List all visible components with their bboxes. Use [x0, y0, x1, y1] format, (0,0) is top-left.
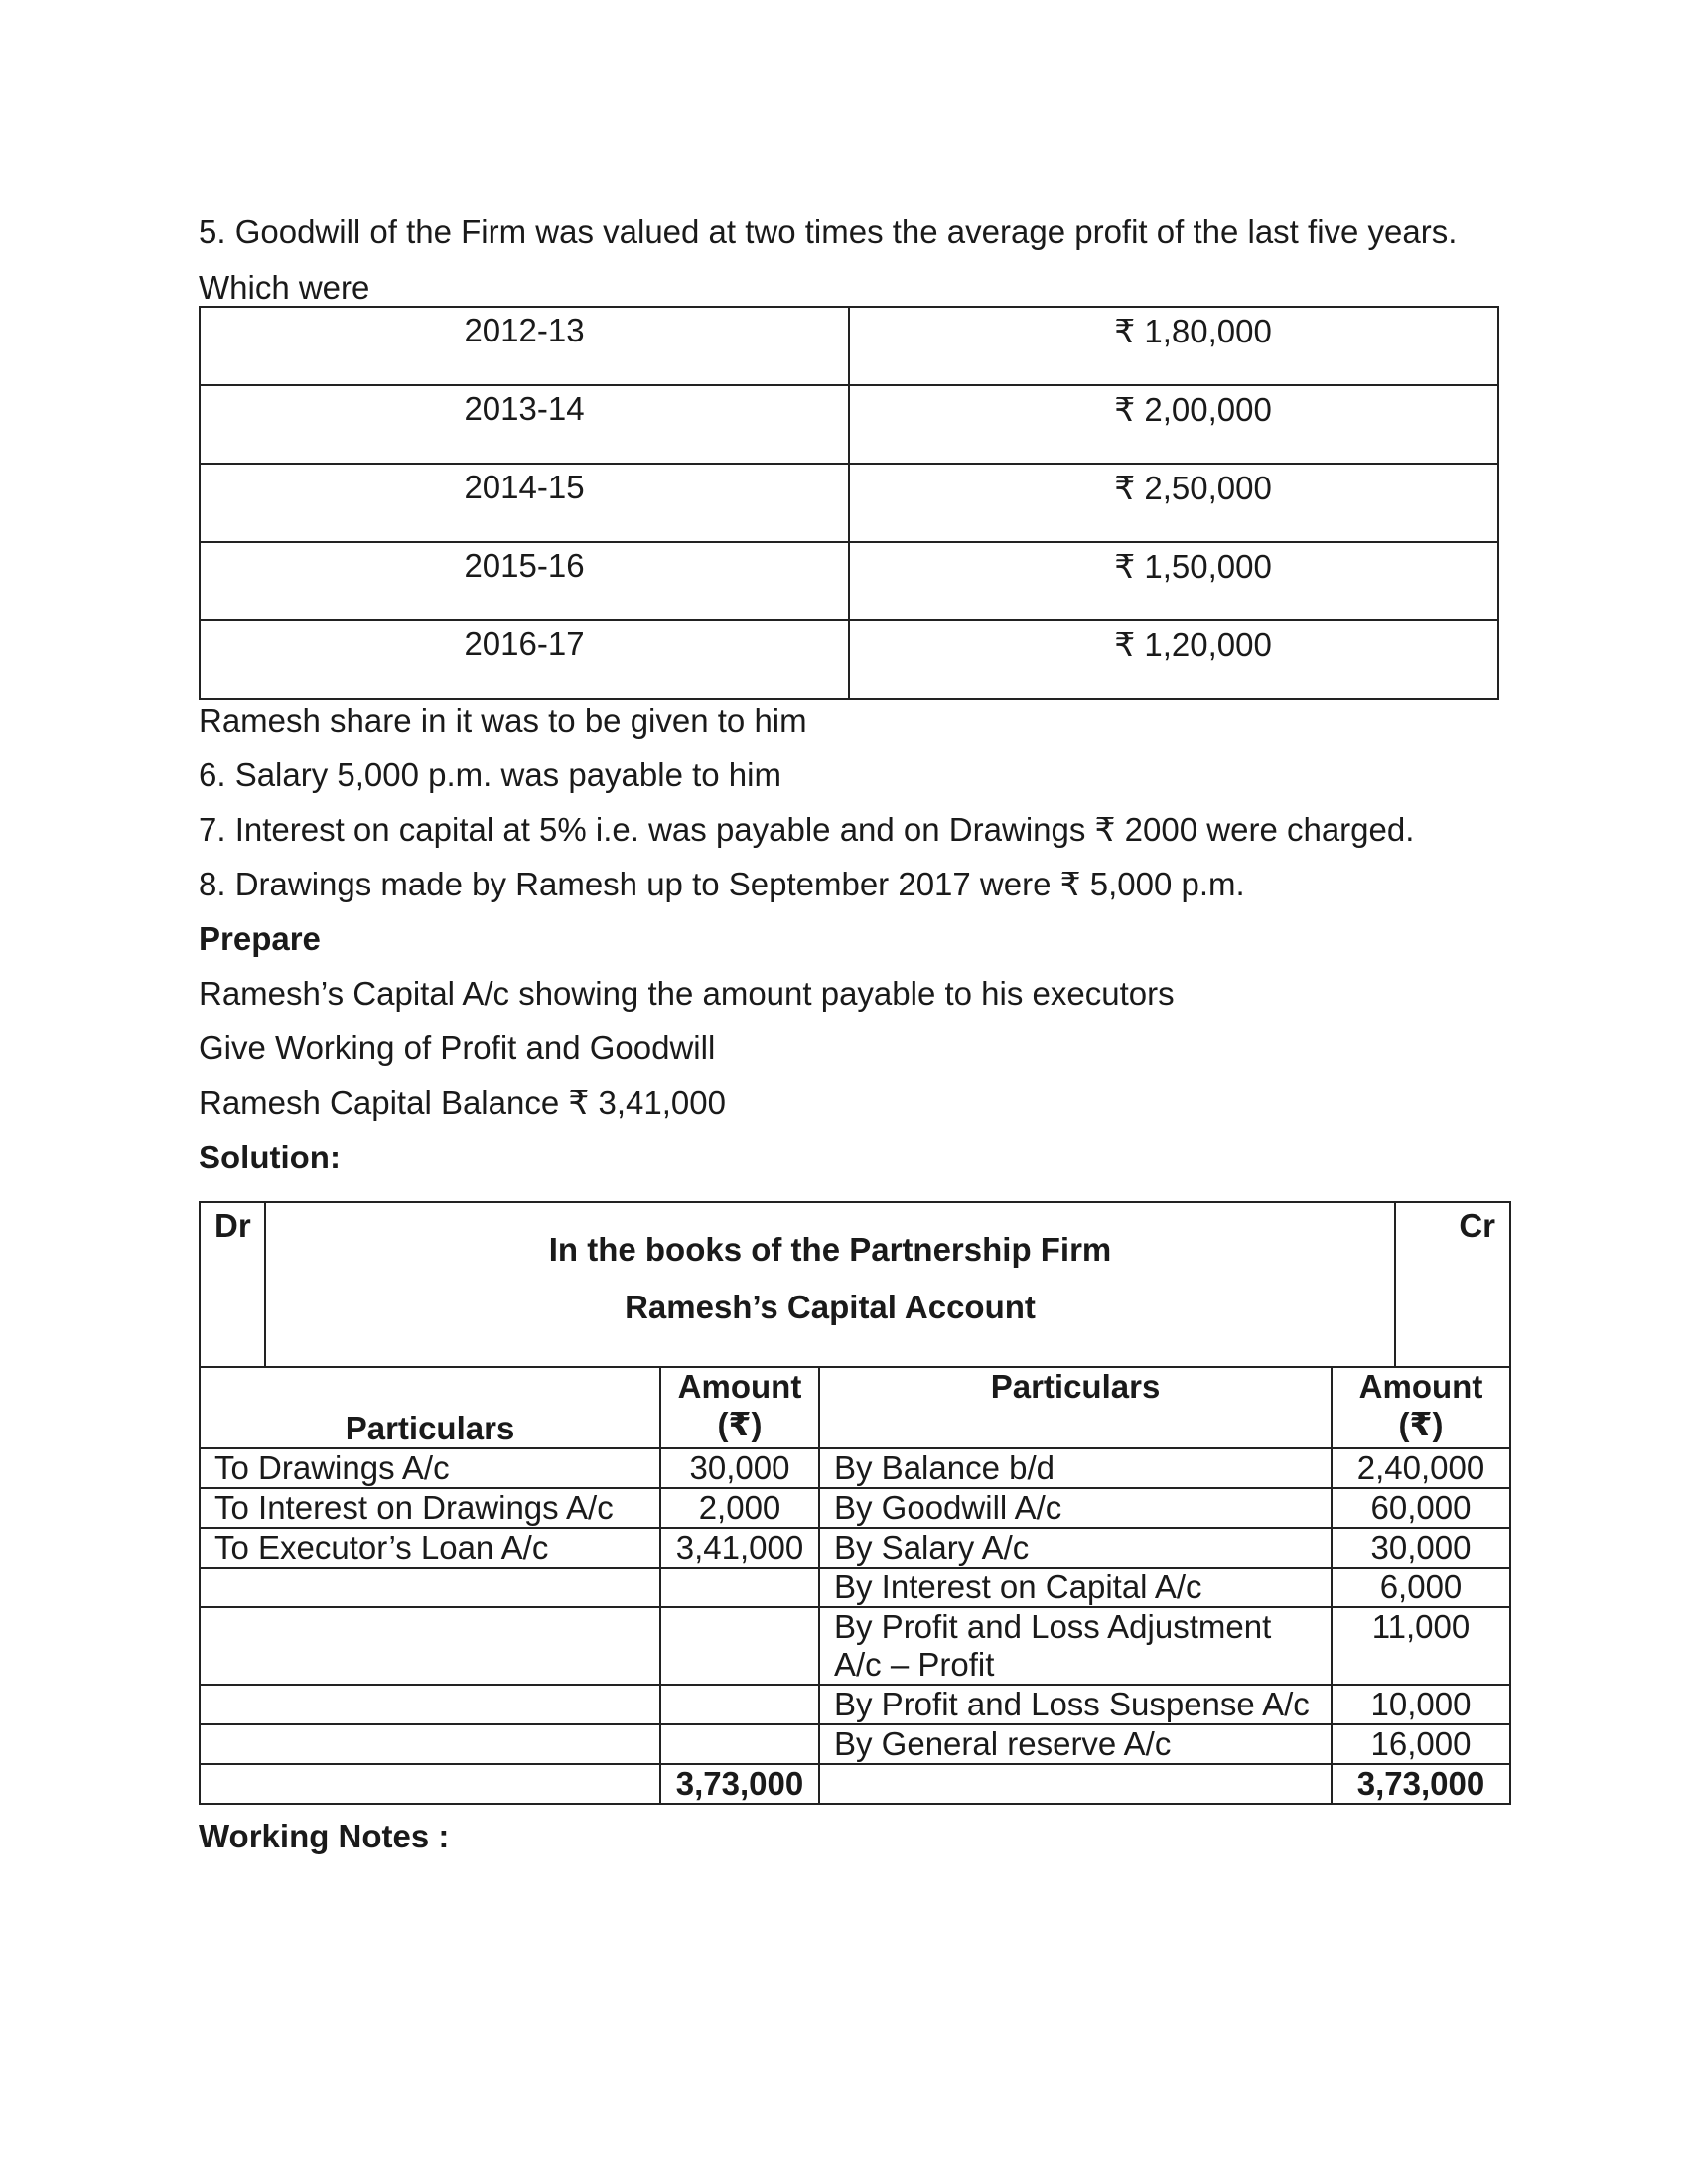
- table-row: [200, 1488, 1510, 1528]
- solution-heading: Solution:: [199, 1139, 341, 1175]
- cr-label: Cr: [1395, 1202, 1510, 1367]
- account-title-firm: In the books of the Partnership Firm: [548, 1231, 1112, 1268]
- cr-particulars-header: Particulars: [819, 1367, 1332, 1448]
- dr-particular: [200, 1724, 660, 1764]
- profit-amount: ₹ 1,80,000: [849, 307, 1498, 385]
- dr-amount: 30,000: [660, 1448, 819, 1488]
- profit-amount: ₹ 2,00,000: [849, 385, 1498, 464]
- cr-particular: By Profit and Loss Adjustment A/c – Profit: [819, 1607, 1332, 1685]
- profit-amount: ₹ 2,50,000: [849, 464, 1498, 542]
- dr-amount-header-unit: (₹): [717, 1406, 763, 1442]
- table-row: [200, 1528, 1510, 1568]
- profit-year: 2013-14: [200, 385, 849, 464]
- account-header-row: [200, 1202, 1510, 1367]
- cr-amount: 16,000: [1332, 1724, 1510, 1764]
- table-row: [200, 620, 1498, 699]
- cr-total-blank: [819, 1764, 1332, 1804]
- profit-amount: ₹ 1,20,000: [849, 620, 1498, 699]
- account-title: [265, 1202, 1395, 1367]
- cr-particular: By Balance b/d: [819, 1448, 1332, 1488]
- profit-year: 2015-16: [200, 542, 849, 620]
- working-notes-heading: Working Notes :: [199, 1818, 450, 1854]
- cr-amount: 60,000: [1332, 1488, 1510, 1528]
- table-row: [200, 1724, 1510, 1764]
- dr-amount: 2,000: [660, 1488, 819, 1528]
- cr-particular: By Interest on Capital A/c: [819, 1568, 1332, 1607]
- cr-particular: By Goodwill A/c: [819, 1488, 1332, 1528]
- point-salary: 6. Salary 5,000 p.m. was payable to him: [199, 756, 781, 793]
- cr-amount-header-label: Amount: [1358, 1368, 1483, 1405]
- total-row: [200, 1764, 1510, 1804]
- dr-particular: To Interest on Drawings A/c: [200, 1488, 660, 1528]
- cr-particular: By Salary A/c: [819, 1528, 1332, 1568]
- dr-amount: [660, 1568, 819, 1607]
- table-row: [200, 1568, 1510, 1607]
- dr-amount: [660, 1724, 819, 1764]
- cr-amount: 11,000: [1332, 1607, 1510, 1685]
- table-row: [200, 542, 1498, 620]
- table-row: [200, 385, 1498, 464]
- capital-account-table: [199, 1201, 1511, 1805]
- dr-amount: [660, 1685, 819, 1724]
- cr-total: 3,73,000: [1332, 1764, 1510, 1804]
- dr-particular: [200, 1607, 660, 1685]
- cr-amount: 10,000: [1332, 1685, 1510, 1724]
- dr-amount-header-label: Amount: [677, 1368, 802, 1405]
- cr-amount-header: [1332, 1367, 1510, 1448]
- cr-amount: 2,40,000: [1332, 1448, 1510, 1488]
- cr-particular: By Profit and Loss Suspense A/c: [819, 1685, 1332, 1724]
- dr-total-blank: [200, 1764, 660, 1804]
- dr-label: Dr: [200, 1202, 265, 1367]
- table-row: [200, 464, 1498, 542]
- dr-amount: [660, 1607, 819, 1685]
- column-header-row: [200, 1367, 1510, 1448]
- cr-amount-header-unit: (₹): [1398, 1406, 1444, 1442]
- profit-year: 2016-17: [200, 620, 849, 699]
- point-share: Ramesh share in it was to be given to him: [199, 702, 807, 739]
- prepare-task-working: Give Working of Profit and Goodwill: [199, 1029, 716, 1066]
- profit-table: [199, 306, 1499, 700]
- profit-year: 2014-15: [200, 464, 849, 542]
- intro-line-which-were: Which were: [199, 269, 370, 306]
- account-title-name: Ramesh’s Capital Account: [625, 1289, 1036, 1325]
- dr-particular: To Executor’s Loan A/c: [200, 1528, 660, 1568]
- dr-particular: [200, 1568, 660, 1607]
- profit-amount: ₹ 1,50,000: [849, 542, 1498, 620]
- table-row: [200, 1607, 1510, 1685]
- point-drawings: 8. Drawings made by Ramesh up to September 2017 were ₹ 5,000 p.m.: [199, 866, 1245, 902]
- dr-amount-header: [660, 1367, 819, 1448]
- table-row: [200, 307, 1498, 385]
- point-interest: 7. Interest on capital at 5% i.e. was payable and on Drawings ₹ 2000 were charged.: [199, 811, 1415, 848]
- dr-particulars-header: Particulars: [200, 1367, 660, 1448]
- table-row: [200, 1448, 1510, 1488]
- answer-line: Ramesh Capital Balance ₹ 3,41,000: [199, 1084, 726, 1121]
- prepare-heading: Prepare: [199, 920, 321, 957]
- cr-particular: By General reserve A/c: [819, 1724, 1332, 1764]
- cr-amount: 6,000: [1332, 1568, 1510, 1607]
- dr-particular: [200, 1685, 660, 1724]
- profit-year: 2012-13: [200, 307, 849, 385]
- dr-particular: To Drawings A/c: [200, 1448, 660, 1488]
- table-row: [200, 1685, 1510, 1724]
- intro-line-goodwill: 5. Goodwill of the Firm was valued at two times the average profit of the last five years.: [199, 213, 1458, 250]
- cr-amount: 30,000: [1332, 1528, 1510, 1568]
- dr-amount: 3,41,000: [660, 1528, 819, 1568]
- dr-total: 3,73,000: [660, 1764, 819, 1804]
- prepare-task-capital: Ramesh’s Capital A/c showing the amount payable to his executors: [199, 975, 1175, 1012]
